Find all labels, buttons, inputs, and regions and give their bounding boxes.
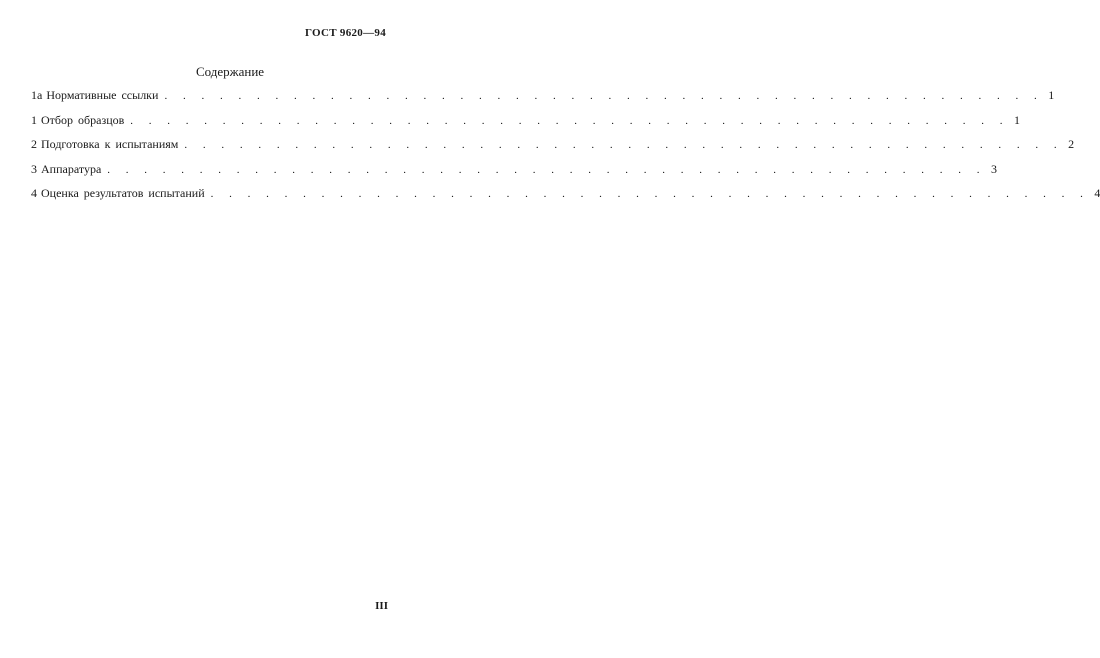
toc-entry-title: Аппаратура (41, 161, 102, 176)
toc-entry-title: Отбор образцов (41, 112, 125, 127)
toc-entry-page: 1 (1014, 112, 1021, 127)
toc-entry (31, 88, 1055, 113)
toc-entry-page: 3 (991, 161, 998, 176)
toc-title: Содержание (195, 64, 265, 79)
toc-leader-dots: . . . . . . . . . . . . . . . . . . . . . . . . . . . . . . . . . . . . . . . . . . . . . . . . (107, 163, 986, 176)
toc-entry-page: 1 (1048, 88, 1055, 102)
toc-entry-number: 2 (31, 137, 37, 151)
toc-entry-number: 4 (31, 186, 37, 200)
toc-entry (31, 161, 998, 187)
toc-leader-dots: . . . . . . . . . . . . . . . . . . . . . . . . . . . . . . . . . . . . . . . . . . . . . . . . (130, 114, 1009, 127)
toc-entry-page: 2 (1068, 137, 1075, 151)
toc-entry-number: 1 (31, 112, 37, 127)
toc-entry-title: Оценка результатов испытаний (41, 186, 205, 200)
toc-entry-title: Нормативные ссылки (46, 88, 159, 102)
standard-code: ГОСТ 9620—94 (304, 27, 386, 39)
toc-entry-number: 1a (31, 88, 43, 102)
toc-entry (31, 137, 1075, 162)
toc-entry-title: Подготовка к испытаниям (41, 137, 179, 151)
toc-entry (31, 112, 1021, 138)
table-of-contents (31, 88, 1100, 211)
toc-entry-number: 3 (31, 161, 37, 176)
toc-entry (31, 186, 1100, 211)
toc-leader-dots: . . . . . . . . . . . . . . . . . . . . . . . . . . . . . . . . . . . . . . . . . . . . . . . . (164, 90, 1043, 102)
page-number: III (375, 600, 388, 612)
toc-leader-dots: . . . . . . . . . . . . . . . . . . . . . . . . . . . . . . . . . . . . . . . . . . . . . . . . (184, 139, 1063, 151)
toc-entry-page: 4 (1094, 186, 1100, 200)
toc-leader-dots: . . . . . . . . . . . . . . . . . . . . . . . . . . . . . . . . . . . . . . . . . . . . . . . . (210, 188, 1089, 200)
